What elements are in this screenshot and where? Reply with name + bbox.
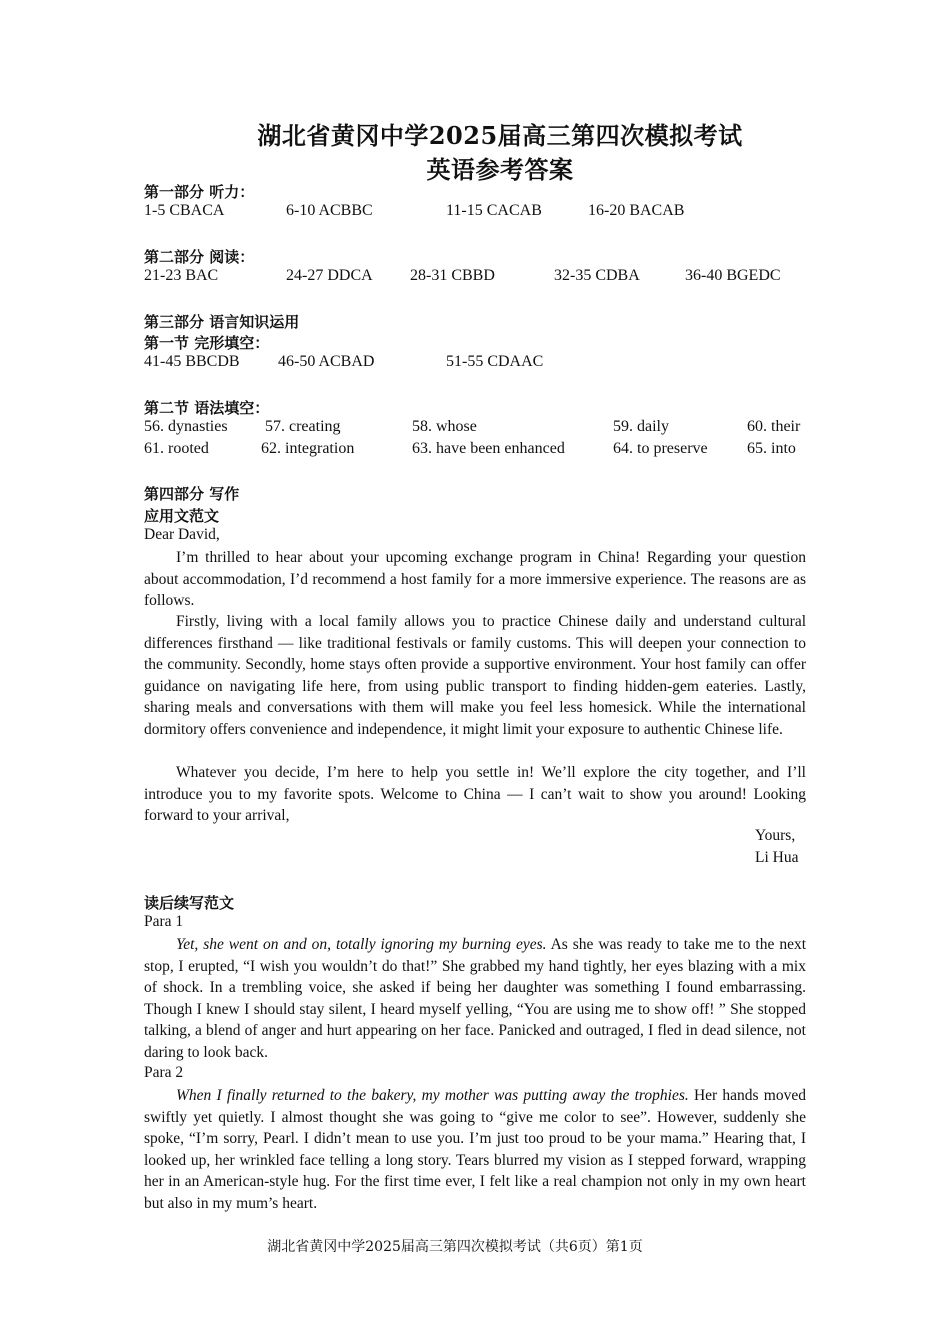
answer-group: 24-27 DDCA	[286, 267, 373, 284]
grammar-answer: 64. to preserve	[613, 440, 708, 457]
part4-heading: 第四部分 写作	[144, 485, 240, 503]
answer-group: 46-50 ACBAD	[278, 353, 375, 370]
letter-greeting: Dear David,	[144, 526, 220, 543]
letter-closing: Yours,	[755, 827, 796, 844]
letter-paragraph: Firstly, living with a local family allows you to practice Chinese daily and understand cultural differences firsthand — like traditional festivals or family customs. This will deepen your connection to the community. Secondly, home stays often provide a supportive environment. Your host family can offer guidance on navigating life here, from using public transport to finding hidden-gem eateries. Lastly, sharing meals and conversations with them will make you feel less homesick. While the international dormitory offers convenience and independence, it might limit your exposure to authentic Chinese life.	[144, 613, 806, 738]
continuation-paragraph-2	[144, 1085, 806, 1215]
letter-paragraph: Whatever you decide, I’m here to help you settle in! We’ll explore the city together, and I’ll introduce you to my favorite spots. Welcome to China — I can’t wait to show you around! Looking forward to your arrival,	[144, 764, 806, 825]
grammar-answer: 63. have been enhanced	[412, 440, 565, 457]
grammar-answer: 62. integration	[261, 440, 355, 457]
answer-group: 1-5 CBACA	[144, 202, 225, 219]
answer-group: 41-45 BBCDB	[144, 353, 240, 370]
answer-group: 11-15 CACAB	[446, 202, 542, 219]
part3-heading: 第三部分 语言知识运用	[144, 313, 300, 331]
grammar-answer: 57. creating	[265, 418, 341, 435]
answer-group: 21-23 BAC	[144, 267, 219, 284]
grammar-answer: 59. daily	[613, 418, 669, 435]
para2-lead-sentence: When I finally returned to the bakery, my mother was putting away the trophies.	[176, 1087, 689, 1104]
part1-heading: 第一部分 听力：	[144, 183, 255, 201]
grammar-answer: 56. dynasties	[144, 418, 228, 435]
exam-title: 湖北省黄冈中学2025届高三第四次模拟考试	[257, 121, 743, 150]
practical-writing-heading: 应用文范文	[144, 507, 220, 525]
page-footer: 湖北省黄冈中学2025届高三第四次模拟考试（共6页）第1页	[267, 1239, 643, 1255]
exam-subtitle: 英语参考答案	[426, 155, 574, 184]
grammar-answer: 65. into	[747, 440, 796, 457]
para1-body: As she was ready to take me to the next stop, I erupted, “I wish you wouldn’t do that!” She grabbed my hand tightly, her eyes blazing with a mix of shock. In a trembling voice, she asked if being her daughter was something I found embarrassing. Though I knew I should stay silent, I heard myself yelling, “You are using me to show off! ” She stopped talking, a blend of anger and hurt appearing on her face. Panicked and outraged, I fled in dead silence, not daring to look back.	[144, 936, 807, 1061]
answer-group: 6-10 ACBBC	[286, 202, 373, 219]
para1-label: Para 1	[144, 913, 184, 930]
continuation-paragraph-1	[144, 934, 806, 1064]
para2-label: Para 2	[144, 1064, 184, 1081]
continuation-writing-heading: 读后续写范文	[144, 894, 235, 912]
answer-group: 28-31 CBBD	[410, 267, 495, 284]
letter-paragraph: I’m thrilled to hear about your upcoming exchange program in China! Regarding your question about accommodation, I’d recommend a host family for a more immersive experience. The reasons are as follows.	[144, 549, 806, 610]
grammar-answer: 58. whose	[412, 418, 477, 435]
para1-lead-sentence: Yet, she went on and on, totally ignoring my burning eyes.	[176, 936, 547, 953]
grammar-answer: 60. their	[747, 418, 801, 435]
answer-group: 32-35 CDBA	[554, 267, 640, 284]
answer-group: 16-20 BACAB	[588, 202, 685, 219]
part3-section2-heading: 第二节 语法填空：	[144, 399, 270, 417]
para2-body: Her hands moved swiftly yet quietly. I almost thought she was going to “give me color to see”. However, suddenly she spoke, “I’m sorry, Pearl. I didn’t mean to use you. I’m just too proud to be your mama.” Hearing that, I looked up, her wrinkled face telling a long story. Tears blurred my vision as I stepped forward, wrapping her in an American-style hug. For the first time ever, I felt like a real champion not only in my own heart but also in my mum’s heart.	[144, 1087, 806, 1212]
letter-signature: Li Hua	[755, 849, 799, 866]
grammar-answer: 61. rooted	[144, 440, 209, 457]
part3-section1-heading: 第一节 完形填空：	[144, 334, 270, 352]
answer-group: 36-40 BGEDC	[685, 267, 781, 284]
part2-heading: 第二部分 阅读：	[144, 248, 255, 266]
answer-group: 51-55 CDAAC	[446, 353, 544, 370]
